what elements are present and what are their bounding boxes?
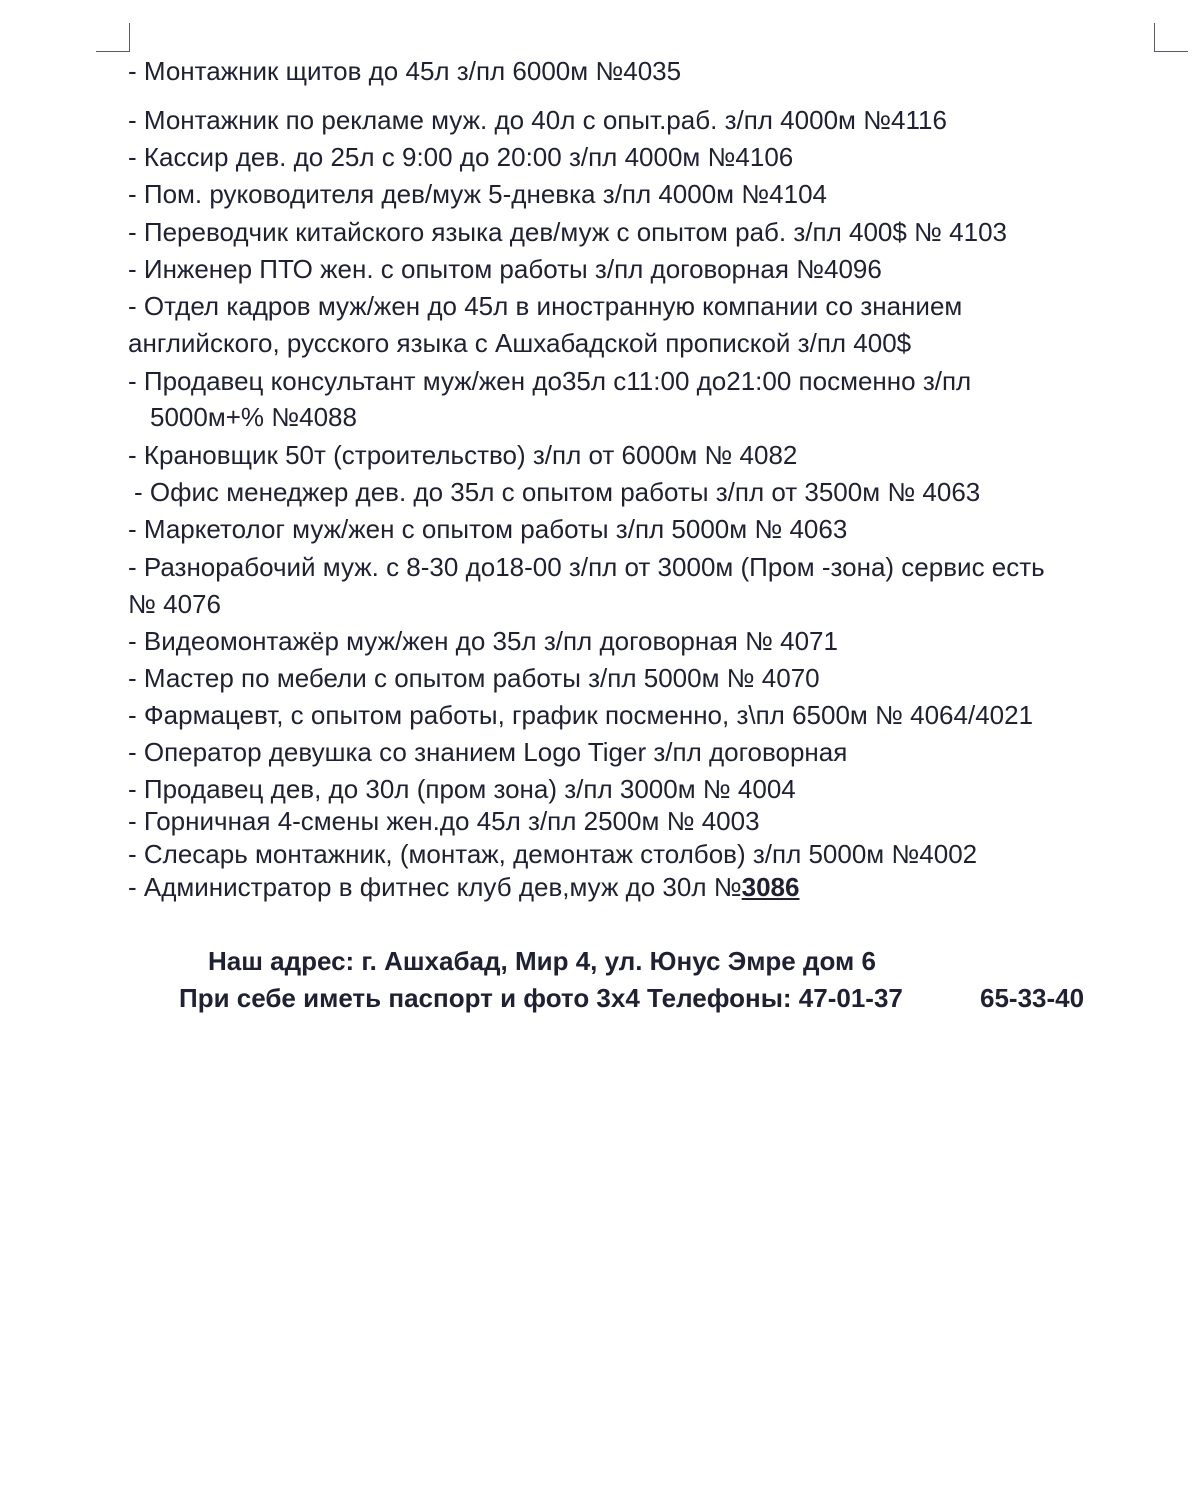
listing-number-underlined: 3086	[741, 872, 800, 902]
job-listing: - Слесарь монтажник, (монтаж, демонтаж столбов) з/пл 5000м №4002	[128, 839, 978, 869]
job-listing: - Оператор девушка со знанием Logo Tiger з/пл договорная	[128, 737, 848, 767]
job-listing: - Офис менеджер дев. до 35л с опытом работы з/пл от 3500м № 4063	[134, 477, 981, 507]
job-listing: - Пом. руководителя дев/муж 5-дневка з/пл 4000м №4104	[128, 179, 828, 209]
job-listing: - Фармацевт, с опытом работы, график посменно, з\пл 6500м № 4064/4021	[128, 700, 1034, 730]
job-listing: - Разнорабочий муж. с 8-30 до18-00 з/пл от 3000м (Пром -зона) сервис есть	[128, 552, 1045, 582]
job-listing: - Кассир дев. до 25л с 9:00 до 20:00 з/пл 4000м №4106	[128, 142, 794, 172]
margin-corner-mark-top-right	[1154, 23, 1188, 52]
phone-number-2: 65-33-40	[980, 983, 1085, 1013]
job-listing: - Мастер по мебели с опытом работы з/пл 5000м № 4070	[128, 663, 820, 693]
job-listing: - Продавец консультант муж/жен до35л с11:00 до21:00 посменно з/пл	[128, 366, 972, 396]
margin-corner-mark-top-left	[96, 23, 130, 52]
job-listing: - Отдел кадров муж/жен до 45л в иностранную компании со знанием	[128, 291, 963, 321]
job-listing: - Видеомонтажёр муж/жен до 35л з/пл договорная № 4071	[128, 626, 838, 656]
job-listing-continuation: 5000м+% №4088	[150, 402, 357, 432]
documents-and-phone-line: При себе иметь паспорт и фото 3х4 Телефоны: 47-01-37	[179, 983, 903, 1013]
job-listing-continuation: английского, русского языка с Ашхабадской пропиской з/пл 400$	[128, 328, 912, 358]
job-listing-continuation: № 4076	[128, 589, 221, 619]
job-listing: - Монтажник щитов до 45л з/пл 6000м №4035	[128, 56, 682, 86]
job-listing: - Крановщик 50т (строительство) з/пл от 6000м № 4082	[128, 440, 798, 470]
job-listing: - Маркетолог муж/жен с опытом работы з/пл 5000м № 4063	[128, 514, 848, 544]
job-listing: - Монтажник по рекламе муж. до 40л с опыт.раб. з/пл 4000м №4116	[128, 105, 947, 135]
job-listing: - Продавец дев, до 30л (пром зона) з/пл 3000м № 4004	[128, 774, 796, 804]
job-listing: - Горничная 4-смены жен.до 45л з/пл 2500м № 4003	[128, 806, 760, 836]
job-listing: - Инженер ПТО жен. с опытом работы з/пл договорная №4096	[128, 254, 882, 284]
job-listing: - Переводчик китайского языка дев/муж с опытом раб. з/пл 400$ № 4103	[128, 217, 1007, 247]
address-line: Наш адрес: г. Ашхабад, Мир 4, ул. Юнус Эмре дом 6	[208, 946, 876, 976]
job-listing	[128, 872, 799, 902]
job-listing-text: - Администратор в фитнес клуб дев,муж до 30л №	[128, 872, 742, 902]
